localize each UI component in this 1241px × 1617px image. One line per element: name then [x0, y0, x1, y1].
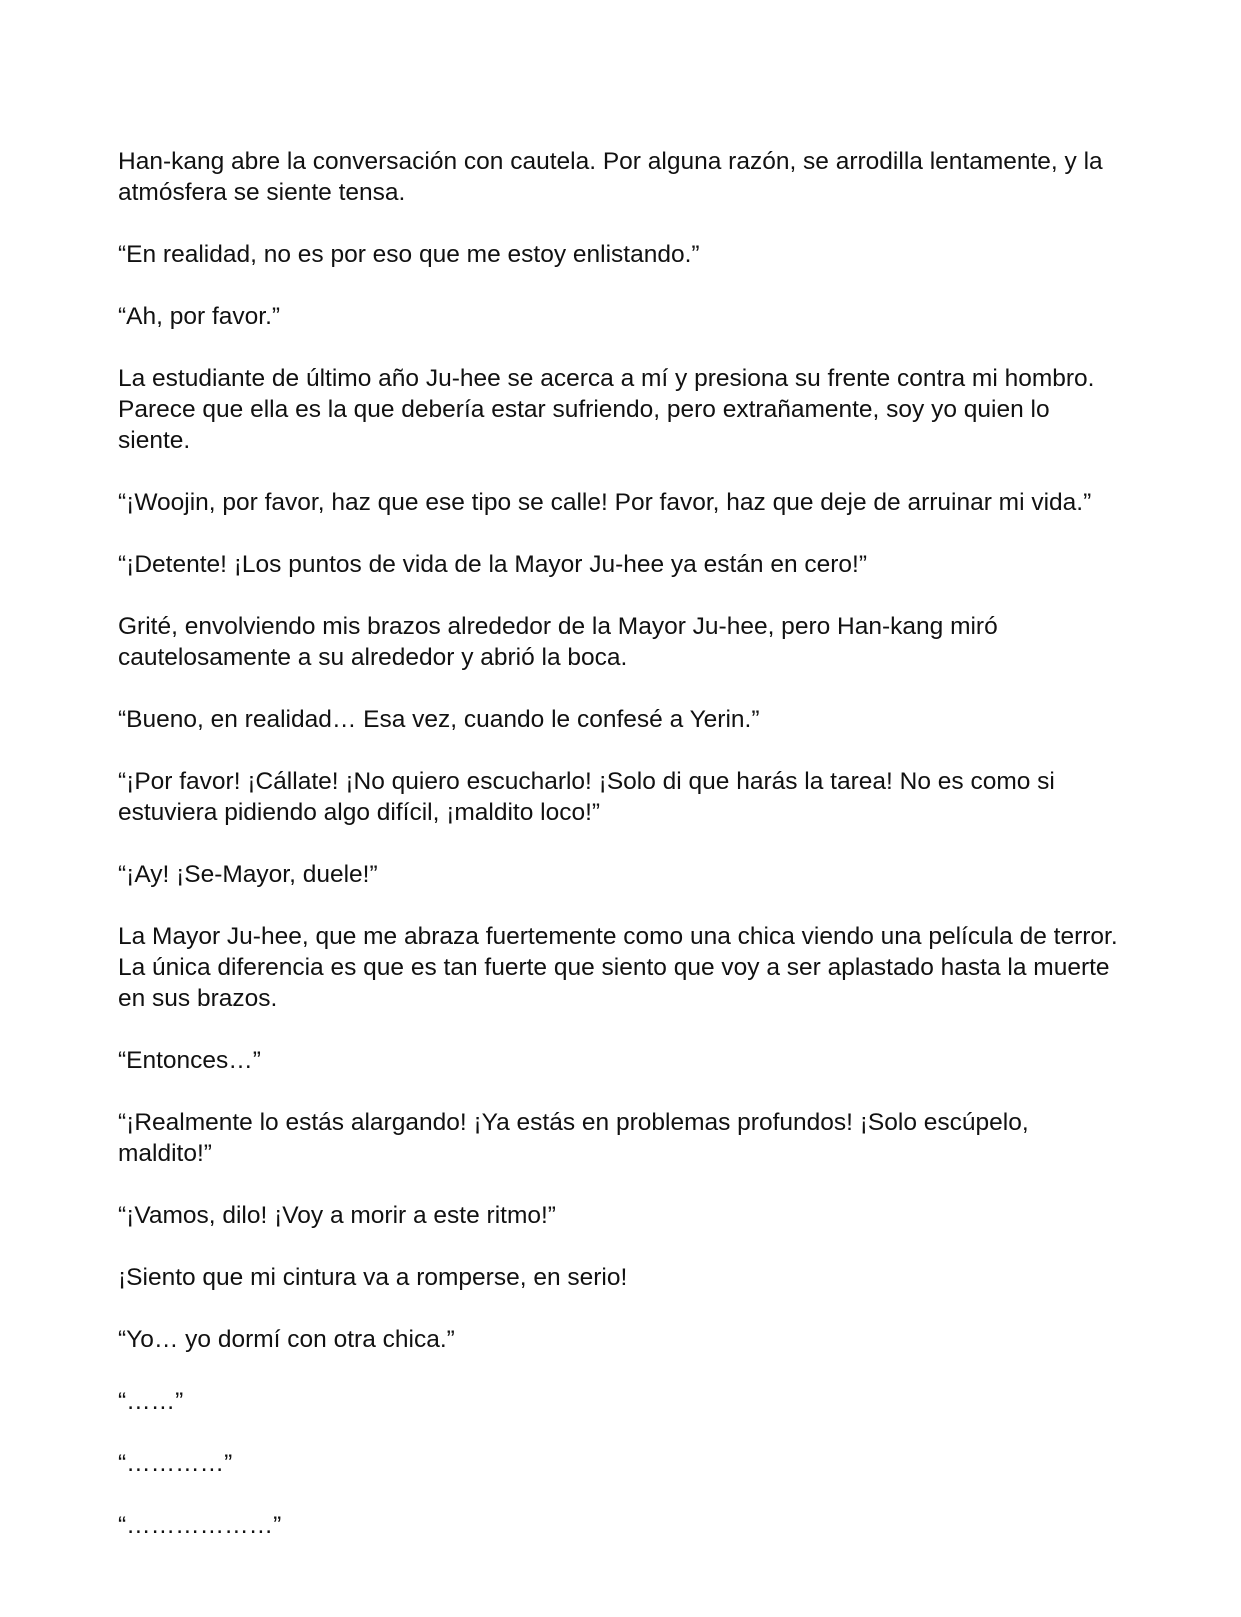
paragraph-8: “Bueno, en realidad… Esa vez, cuando le confesé a Yerin.” — [118, 706, 760, 733]
document-body — [118, 146, 1128, 1572]
paragraph-1: Han-kang abre la conversación con cautela. Por alguna razón, se arrodilla lentamente, y la atmósfera se siente tensa. — [118, 148, 1103, 206]
paragraph-3: “Ah, por favor.” — [118, 303, 281, 330]
paragraph-17: “……” — [118, 1388, 184, 1415]
paragraph-2: “En realidad, no es por eso que me estoy enlistando.” — [118, 241, 700, 268]
paragraph-9: “¡Por favor! ¡Cállate! ¡No quiero escucharlo! ¡Solo di que harás la tarea! No es como si estuviera pidiendo algo difícil, ¡maldito loco!” — [118, 768, 1055, 826]
paragraph-15: ¡Siento que mi cintura va a romperse, en serio! — [118, 1264, 628, 1291]
paragraph-6: “¡Detente! ¡Los puntos de vida de la Mayor Ju-hee ya están en cero!” — [118, 551, 868, 578]
paragraph-7: Grité, envolviendo mis brazos alrededor de la Mayor Ju-hee, pero Han-kang miró cautelosamente a su alrededor y abrió la boca. — [118, 613, 998, 671]
paragraph-16: “Yo… yo dormí con otra chica.” — [118, 1326, 455, 1353]
paragraph-11: La Mayor Ju-hee, que me abraza fuertemente como una chica viendo una película de terror. La única diferencia es que es tan fuerte que siento que voy a ser aplastado hasta la muerte en sus brazos. — [118, 923, 1118, 1012]
paragraph-4: La estudiante de último año Ju-hee se acerca a mí y presiona su frente contra mi hombro. Parece que ella es la que debería estar sufriendo, pero extrañamente, soy yo quien lo siente. — [118, 365, 1095, 454]
paragraph-5: “¡Woojin, por favor, haz que ese tipo se calle! Por favor, haz que deje de arruinar mi vida.” — [118, 489, 1092, 516]
paragraph-18: “…………” — [118, 1450, 233, 1477]
paragraph-10: “¡Ay! ¡Se-Mayor, duele!” — [118, 861, 378, 888]
paragraph-13: “¡Realmente lo estás alargando! ¡Ya estás en problemas profundos! ¡Solo escúpelo, maldito!” — [118, 1109, 1029, 1167]
paragraph-14: “¡Vamos, dilo! ¡Voy a morir a este ritmo!” — [118, 1202, 556, 1229]
paragraph-12: “Entonces…” — [118, 1047, 261, 1074]
paragraph-19: “………………” — [118, 1512, 282, 1539]
